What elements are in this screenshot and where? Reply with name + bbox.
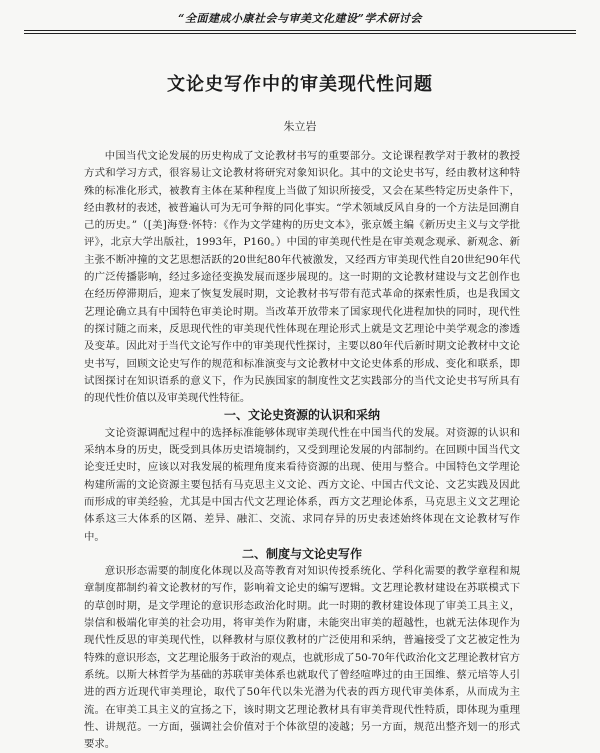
- intro-paragraph: 中国当代文论发展的历史构成了文论教材书写的重要部分。文论课程教学对于教材的教授方式和学习方式，很容易让文论教材将研究对象知识化。其中的文论史书写，经由教材这种特殊的标准化形式，被教育主体在某种程度上当做了知识所接受，又会在某些特定历史条件下，经由教材的表述，被普遍认可为无可争辩的同化事实。“学术领域反风自身的一个方法是回溯自己的历史。”（[美]海登·怀特：《作为文学建构的历史文本》，张京媛主编《新历史主义与文学批评》，北京大学出版社，1993年，P160。）中国的审美现代性是在审美观念观承、新观念、新主张不断冲撞的文艺思想活跃的20世纪80年代被激发，又经西方审美现代性自20世纪90年代的广泛传播影响，经过多途径变换发展而逐步展现的。这一时期的文论教材建设与文艺创作也在经历停滞期后，迎来了恢复发展时期，文论教材书写带有范式革命的探索性质，也是我国文艺理论确立具有中国特色审美论时期。当改革开放带来了国家现代化进程加快的同时，现代性的探讨随之而来，反思现代性的审美现代性体现在理论形式上就是文艺理论中美学观念的渗透及变革。因此对于当代文论写作中的审美现代性探讨，主要以80年代后新时期文论教材中文论史书写，回顾文论史写作的规范和标准演变与文论教材中文论史体系的形成、变化和联系，即试图探讨在知识语系的意义下，作为民族国家的制度性文艺实践部分的当代文论史书写所具有的现代性价值以及审美现代性特征。: [84, 150, 520, 405]
- section-2-paragraph: 意识形态需要的制度化体现以及高等教育对知识传授系统化、学科化需要的教学章程和規章制度都制约着文论教材的写作，影响着文论史的编写逻辑。文艺理论教材建设在苏联模式下的草创时期，是文学理论的意识形态政治化时期。此一时期的教材建设体现了审美工具主义，崇信和极端化审美的社会功用，将审美作为附庸，未能突出审美的超越性，也就无法体现作为现代性反思的审美现代性，以释教材与原仪教材的广泛使用和采纳，普遍接受了文艺被定性为特殊的意识形态，文艺理论服务于政治的观点，也就形成了50-70年代政治化文艺理论教材官方系统。以斯大林哲学为基础的苏联审美体系也就取代了曾经喧哗过的由王国维、蔡元培等人引进的西方近现代审美理论，取代了50年代以朱光潜为代表的西方现代审美体系，从而成为主流。在审美工具主义的宣扬之下，该时期文艺理论教材具有审美背现代性特质，即体现为重理性、讲规范。一方面，强调社会价值对于个体欲望的凌越；另一方面，规范出整齐划一的形式要求。: [84, 565, 520, 751]
- header-rule: [24, 30, 576, 34]
- section-2-heading: 二、制度与文论史写作: [241, 546, 362, 561]
- running-header: “全面建成小康社会与审美文化建设”学术研讨会: [178, 12, 422, 25]
- article-author: 朱立岩: [283, 120, 317, 133]
- article-body: [84, 148, 520, 753]
- section-1-heading: 一、文论史资源的认识和采纳: [223, 408, 380, 423]
- article-title: 文论史写作中的审美现代性问题: [167, 74, 433, 95]
- section-1-paragraph: 文论资源调配过程中的选择标准能够体现审美现代性在中国当代的发展。对资源的认识和采纳本身的历史，既受到具体历史语境制约，又受到理论发展的内部制约。在回顾中国当代文论变迁史时，应该以对我发展的梳理角度来看待资源的出现、使用与整合。中国特色文学理论构建所需的文论资源主要包括有马克思主义文论、西方文论、中国古代文论、文艺实践及因此而形成的审美经验，尤其是中国古代文艺理论体系，西方文艺理论体系，马克思主义文艺理论体系这三大体系的区隔、差异、融汇、交流、求同存异的历史表述始终体现在文论教材写作中。: [84, 426, 520, 543]
